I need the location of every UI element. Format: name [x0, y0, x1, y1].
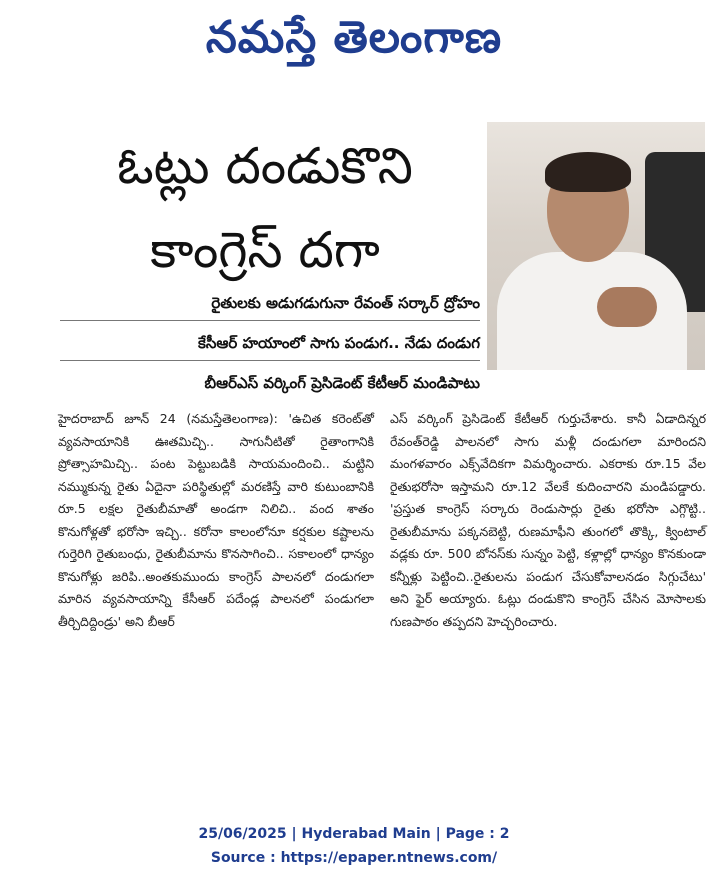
news-photo: [487, 122, 705, 370]
masthead-title: నమస్తే తెలంగాణ: [205, 12, 503, 63]
article-column-1: హైదరాబాద్ జూన్ 24 (నమస్తేతెలంగాణ): 'ఉచిత కరెంట్‌తో వ్యవసాయానికి ఊతమిచ్చి.. సాగునీటితో రైతాంగానికి ప్రోత్సాహమిచ్చి.. పంట పెట్టుబడికి సాయమందించి.. మట్టిని నమ్ముకున్న రైతు ఏదైనా పరిస్థితుల్లో మరణిస్తే వారి కుటుంబానికి రూ.5 లక్షల రైతుబీమాతో అండగా నిలిచి.. వంద శాతం కొనుగోళ్లతో భరోసా ఇచ్చి.. కరోనా కాలంలోనూ కర్షకుల కష్టాలను గుర్తెరిగి రైతుబంధు, రైతుబీమాను కొనసాగించి.. సకాలంలో ధాన్యం కొనుగోళ్లు జరిపి..అంతకుముందు కాంగ్రెస్ పాలనలో దండుగలా మారిన వ్యవసాయాన్ని కేసీఆర్ పదేండ్ల పాలనలో పండుగలా తీర్చిదిద్దిండ్రు' అని బీఆర్: [58, 411, 374, 629]
headline-line-2: కాంగ్రెస్ దగా: [150, 221, 380, 279]
masthead: [0, 6, 708, 70]
footer-dateline: 25/06/2025 | Hyderabad Main | Page : 2: [198, 826, 510, 842]
divider: [60, 320, 480, 321]
subhead-2: కేసీఆర్ హయాంలో సాగు పండుగ.. నేడు దండుగ: [198, 334, 480, 352]
article-column-2: ఎస్ వర్కింగ్ ప్రెసిడెంట్ కేటీఆర్ గుర్తుచేశారు. కానీ ఏడాదిన్నర రేవంత్‌రెడ్డి పాలనలో సాగు మళ్లీ దండుగలా మారిందని మంగళవారం ఎక్స్‌వేదికగా విమర్శించారు. ఎకరాకు రూ.15 వేల రైతుభరోసా ఇస్తామని రూ.12 వేలకే కుదించారని మండిపడ్డారు. 'ప్రస్తుత కాంగ్రెస్ సర్కారు రెండుసార్లు రైతు భరోసా ఎగ్గొట్టి.. రైతుబీమాను పక్కనబెట్టి, రుణమాఫీని తుంగలో తొక్కి, క్వింటాల్ వడ్లకు రూ. 500 బోనస్‌కు సున్నం పెట్టి, కళ్లాల్లో ధాన్యం కొనకుండా కన్నీళ్లు పెట్టించి..రైతులను పండుగ చేసుకోవాలనడం సిగ్గుచేటు' అని ఫైర్ అయ్యారు. ఓట్లు దండుకొని కాంగ్రెస్ చేసిన మోసాలకు గుణపాఠం తప్పదని హెచ్చరించారు.: [390, 411, 706, 629]
headline-line-1: ఓట్లు దండుకొని: [117, 137, 413, 195]
subhead-3: బీఆర్ఎస్ వర్కింగ్ ప్రెసిడెంట్ కేటీఆర్ మండిపాటు: [204, 374, 480, 392]
headline: [50, 124, 480, 292]
divider: [60, 360, 480, 361]
news-clipping: [50, 102, 708, 818]
subhead-1: రైతులకు అడుగడుగునా రేవంత్ సర్కార్ ద్రోహం: [211, 294, 480, 312]
footer-source: Source : https://epaper.ntnews.com/: [210, 850, 498, 866]
